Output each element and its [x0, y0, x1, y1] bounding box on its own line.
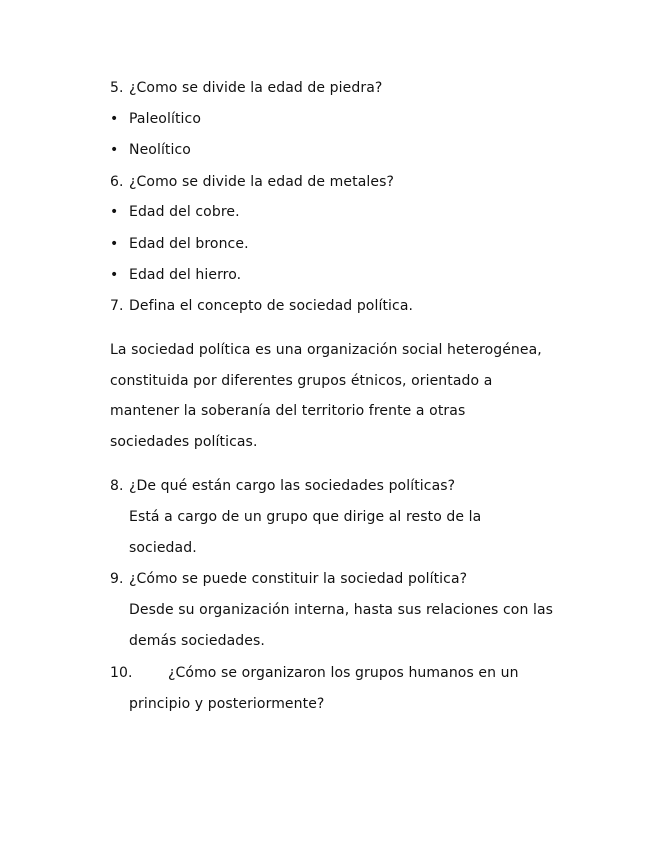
- question-text: ¿Como se divide la edad de metales?: [129, 174, 395, 190]
- question-text: Defina el concepto de sociedad política.: [129, 298, 414, 314]
- bullet: •: [110, 204, 119, 220]
- question-text: ¿De qué están cargo las sociedades políticas?: [129, 478, 456, 494]
- list-item-text: Edad del cobre.: [129, 204, 240, 220]
- list-item-text: Paleolítico: [129, 111, 201, 127]
- question-number: 9.: [110, 571, 124, 587]
- question-text: ¿Como se divide la edad de piedra?: [129, 80, 383, 96]
- answer-line: sociedades políticas.: [110, 434, 258, 450]
- question-text-continuation: principio y posteriormente?: [129, 696, 325, 712]
- bullet: •: [110, 267, 119, 283]
- bullet: •: [110, 142, 119, 158]
- answer-line: La sociedad política es una organización social heterogénea,: [110, 342, 542, 358]
- list-item-text: Edad del bronce.: [129, 236, 249, 252]
- bullet: •: [110, 111, 119, 127]
- question-number: 5.: [110, 80, 124, 96]
- question-text: ¿Cómo se puede constituir la sociedad política?: [129, 571, 468, 587]
- answer-line: Desde su organización interna, hasta sus relaciones con las: [129, 602, 554, 618]
- list-item-text: Neolítico: [129, 142, 191, 158]
- bullet: •: [110, 236, 119, 252]
- list-item-text: Edad del hierro.: [129, 267, 242, 283]
- question-number: 8.: [110, 478, 124, 494]
- question-number: 10.: [110, 665, 133, 681]
- answer-line: sociedad.: [129, 540, 197, 556]
- question-number: 7.: [110, 298, 124, 314]
- answer-line: constituida por diferentes grupos étnicos, orientado a: [110, 373, 493, 389]
- answer-line: Está a cargo de un grupo que dirige al resto de la: [129, 509, 482, 525]
- answer-line: demás sociedades.: [129, 633, 265, 649]
- answer-line: mantener la soberanía del territorio frente a otras: [110, 403, 466, 419]
- question-number: 6.: [110, 174, 124, 190]
- question-text: ¿Cómo se organizaron los grupos humanos en un: [168, 665, 519, 681]
